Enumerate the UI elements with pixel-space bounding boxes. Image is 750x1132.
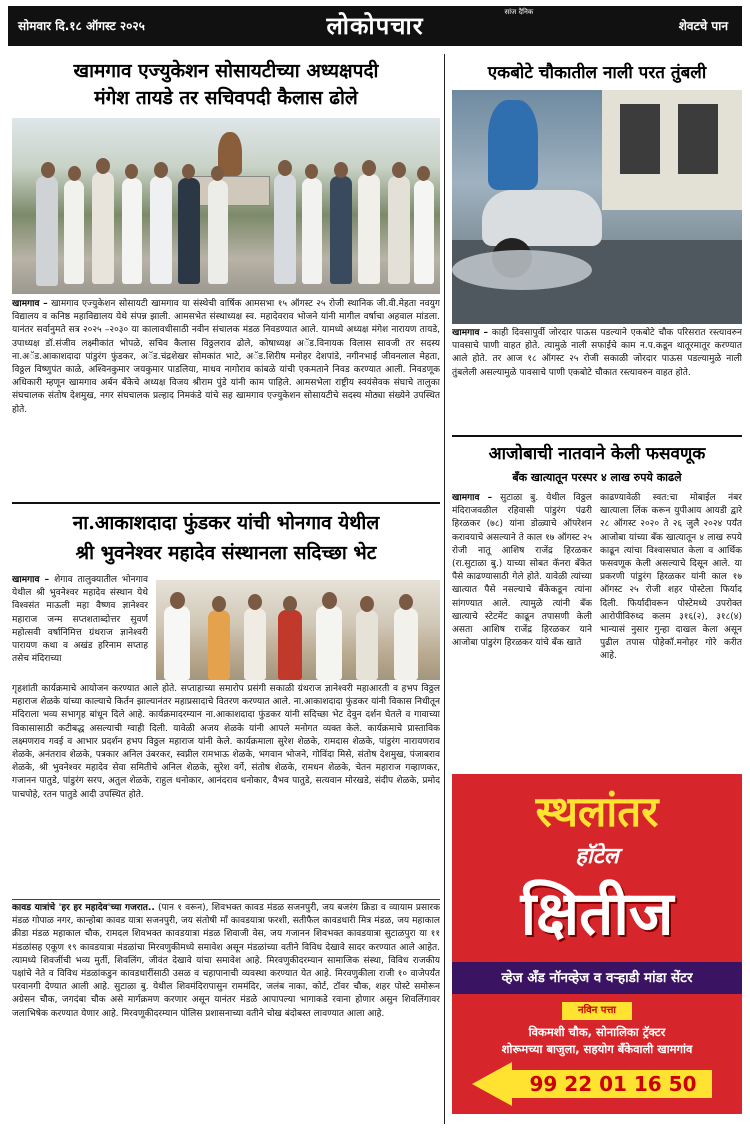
- person-head: [68, 166, 81, 181]
- person: [388, 176, 410, 284]
- person: [208, 610, 230, 680]
- ad-relocated-label: स्थलांतर: [535, 787, 659, 836]
- story2-body-wide: गृहशांती कार्यक्रमाचे आयोजन करण्यात आले होते. सप्ताहाच्या समारोप प्रसंगी सकाळी ग्रंथराज ज्ञानेश्वरी महाआरती व हभप विठ्ठल महाराज शेळके यांच्या काल्याचे किर्तन झाल्यानंतर महाप्रसादाचे वितरण करण्यात आले. ना.आकाशदादा फुंडकर यांनी विकास निधीतून मंदिराला भव्य सभागृह बांधून दिले आहे. कार्यक्रमादरम्यान ना.आकाशदादा फुंडकर यांनी सदिच्छा भेट देवुन दर्शन घेतले व गावाच्या विकासासाठी कटीबद्ध असल्याची ग्वाही दिली. यावेळी अजय शेळके यांनी आपले मनोगत व्यक्त केले. कार्यक्रमाचे प्रास्ताविक लक्ष्मणराव गवई व आभार प्रदर्शन हभप विठ्ठल महाराज यांनी केले. कार्यक्रमाला सुरेश शेळके, रामदास शेळके, पांडुरंग नारायणराव शेळके, अनंतराव शेळके, पत्रकार अनिल उंबरकर, स्वप्नील रामभाऊ शेळके, भगवान भोजने, गोविंदा मिसे, संतोष देशमुख, पंजाबराव शेळके, श्री भुवनेश्वर महादेव सेवा समितीचे अनिल शेळके, सुरेश वर्गे, संतोष शेळके, रामधन शेळके, चेतन महाराज गव्हाणकर, गजानन पातुडे, पांडुरंग सरप, अतुल शेळके, राहुल धनोकार, आनंदराव धनोकार, वैभव पातुडे, सत्यवान मोरखडे, संदीप शेळके, प्रमोद पाचपोहे, रतन पातुडे आदी उपस्थित होते.: [12, 684, 440, 800]
- person: [208, 180, 228, 284]
- person: [278, 610, 302, 680]
- person-head: [322, 592, 337, 609]
- issue-date: सोमवार दि.१८ ऑगस्ट २०२५: [18, 19, 145, 33]
- story1-photo: [12, 118, 440, 294]
- ad-address-line-2: शोरूमच्या बाजुला, सहयोग बँकेवाली खामगांव: [501, 1042, 693, 1056]
- story2-headline: [12, 508, 440, 568]
- story2-headline-line-2: श्री भुवनेश्वर महादेव संस्थानला सदिच्छा भेट: [75, 542, 377, 564]
- person-head: [125, 164, 138, 179]
- person: [394, 608, 418, 680]
- story2-photo: [156, 580, 440, 680]
- person-head: [182, 164, 195, 179]
- story1-headline-line-1: खामगाव एज्युकेशन सोसायटीच्या अध्यक्षपदी: [73, 60, 379, 82]
- person: [330, 176, 352, 284]
- person-head: [211, 166, 224, 181]
- story2-body-narrow-text: शेगाव तालुक्यातील भोनगाव येथील श्री भुवनेश्वर महादेव संस्थान येथे विश्वसंत माऊली महा वैष्णव ज्ञानेश्वर महाराज जन्म सप्तशताब्दोत्तर सुवर्ण महोत्सवी वर्षानिमित्त ग्रंथराज ज्ञानेश्वरी पारायण कथा व अखंड हरिनाम सप्ताह तसेच मंदिराच्या: [12, 575, 148, 665]
- person: [414, 180, 434, 284]
- hotel-advertisement: [452, 774, 742, 1114]
- person-head: [278, 160, 292, 176]
- rider-raincoat: [488, 100, 538, 190]
- scooter: [482, 190, 602, 246]
- paper-tagline: सांज दैनिक: [504, 8, 534, 16]
- story4-body-text: काही दिवसापुर्वी जोरदार पाऊस पडल्याने एकबोटे चौक परिसरात रस्त्यावरुन पावसाचे पाणी वाहत होते. त्यामुळे नाली सफाईचे काम न.प.कडून थातूरमातूर करण्यात आले होते. तर आज १८ ऑगस्ट २५ रोजी सकाळी जोरदार पाऊस पडल्यामुळे नाली तुंबलेली असल्यामुळे पावसाचे पाणी एकबोटे चौकात रस्त्यावरुन वाहत होते.: [452, 328, 742, 378]
- story2-dateline: खामगाव –: [12, 575, 50, 585]
- story5-dateline: खामगाव –: [452, 493, 493, 503]
- section-rule: [12, 502, 440, 504]
- story5-subhead: बँक खात्यातून परस्पर ४ लाख रुपये काढले: [512, 471, 682, 484]
- story3-body-text: (पान १ वरून), शिवभक्त कावड मंडळ सजनपुरी, जय बजरंग क्रिडा व व्यायाम प्रसारक मंडळ गोपाळ नगर, कान्होबा कावड यात्रा सजनपुरी, जय संतोषी माँ कावडयात्रा फरशी, सतीफैल कावडधारी मित्र मंडळ, जय महाकाल क्रीडा मंडळ महाकाल चौक, रामदल शिवभक्त कावडयात्रा मंडळ शिवाजी वेस, जय गजानन शिवभक्त कावडयात्रा सुटाळपुरा या ११ मंडळांसह एकूण १९ कावडयात्रा मंडळांचा मिरवणुकीमध्ये समावेश असून मंडळांच्या वतीने विविध देखावे सादर करण्यात आले आहेत. त्यामध्ये शिवजींची भव्य मुर्ती, शिवलिंग, जीवंत देखावे यांचा समावेश आहे. मिरवणुकीदरम्यान सामाजिक संस्था, विविध राजकीय पक्षांचे नेते व विविध मंडळांकडुन कावडधारींसाठी उसळ व चहापानाची व्यवस्था करण्यात येत आहे. मिरवणुकीला राजी १० वाजेपर्यंत परवानगी देण्यात आली आहे. सुटाळा बु. येथील शिवमंदिरापासुन राममंदिर, जलंब नाका, कोर्ट, टॉवर चौक, शहर पोस्टे समोरून अग्रेसन चौक, जगदंबा चौक असे मार्गक्रमण करणार असून यानंतर मंडळे आपापल्या भागाकडे रवाना होणार असुन शिवलिंगावर जलाभिषेक करण्यात येणार आहे. मिरवणूकीदरम्यान पोलिस प्रशासनाच्या वतीने चोख बंदोबस्त लावण्यात आला आहे.: [12, 903, 440, 1019]
- person-head: [41, 162, 55, 178]
- person-head: [360, 596, 374, 612]
- story4-photo: [452, 90, 742, 324]
- person: [92, 172, 114, 284]
- newspaper-logo: [326, 8, 534, 43]
- person-head: [399, 594, 413, 610]
- column-divider: [444, 54, 445, 1124]
- page-label: शेवटचे पान: [678, 19, 728, 33]
- water-splash: [452, 250, 592, 290]
- person: [122, 178, 142, 284]
- person: [64, 180, 84, 284]
- story5-headline: आजोबाची नातवाने केली फसवणूक: [488, 444, 706, 464]
- story1-body-text: खामगाव एज्युकेशन सोसायटी खामगाव या संस्थेची वार्षिक आमसभा १५ ऑगस्ट २५ रोजी स्थानिक जी.वी.मेहता नवयुग विद्यालय व कनिष्ठ महाविद्यालय येथे संपन्न झाली. आमसभेत संस्थाध्यक्ष स्व. महादेवराव भोजने यांनी मागील वर्षाचा अहवाल मांडला. यानंतर सर्वानुमते सत्र २०२५ –२०३० या कालावधीसाठी नवीन संचालक मंडळ निवडण्यात आले. यामध्ये अध्यक्ष मंगेश नारायण तायडे, उपाध्यक्ष डॉ.संजीव लक्ष्मीकांत भोपळे, सचिव कैलास विठ्ठलराव ढोले, कोषाध्यक्ष अॅड.विनायक विलास सावजी तर सदस्य ना.अॅड.आकाशदादा पांडुरंग फुंडकर, अॅड.चंद्रशेखर सोमकांत भाटे, अॅड.शिरीष मनोहर देशपांडे, नगीनभाई जीवनलाल मेहता, विठ्ठल विष्णुपंत काळे, अश्विनकुमार जयकुमार पाडलिया, माधव नागोराव कांबळे यांची एकमताने निवड करण्यात आली. निवडणूक अधिकारी म्हणून खामगाव अर्बन बँकेचे अध्यक्ष विजय श्रीराम पुंडे यांनी काम पाहिले. आमसभेला राष्ट्रीय स्वयंसेवक संघाचे तालुका संघचालक संतोष देशमुख, नगर संघचालक प्रल्हाद निमकंडे यांचे सह खामगाव एज्युकेशन सोसायटीचे सदस्य मोठ्या संख्येने उपस्थित होते.: [12, 299, 440, 415]
- person: [274, 174, 296, 284]
- person: [150, 176, 172, 284]
- story1-headline-line-2: मंगेश तायडे तर सचिवपदी कैलास ढोले: [94, 87, 358, 109]
- person-head: [283, 596, 297, 612]
- ad-hotel-label: हॉटेल: [575, 843, 619, 869]
- window-grille: [620, 104, 660, 174]
- story4-headline: एकबोटे चौकातील नाली परत तुंबली: [487, 63, 707, 83]
- person: [244, 608, 266, 680]
- section-rule: [452, 435, 742, 437]
- story5-col1-text: सुटाळा बु. येथील विठ्ठल मंदिराजवळील रहिवासी पांडुरंग पंढरी हिरळकर (७८) यांना डोळ्याचे ऑपरेशन करावयाचे असल्याने ते काल १७ ऑगस्ट २५ रोजी नातू आशिष राजेंद्र हिरळकर (रा.सुटाळा बु.) याच्या सोबत कॅनरा बँकेत पैसे काढण्यासाठी गेले होते. यावेळी त्यांच्या खात्यात पैसे नसल्याचे बँकेकडून त्यांना सांगण्यात आले. त्यामुळे त्यांनी बँक खात्याचे स्टेटमेंट काढून तपासणी केली असता आशिष राजेंद्र हिरळकर याने आजोबा पांडुरंग हिरळकर यांचे बँक खाते: [452, 493, 592, 649]
- masthead: [8, 6, 742, 46]
- person-head: [170, 592, 185, 609]
- person: [358, 174, 380, 284]
- ad-address: [460, 1024, 734, 1058]
- story1-body: [12, 298, 440, 498]
- story5-col1: [452, 492, 592, 770]
- paper-name: लोकोपचार: [326, 11, 424, 40]
- person: [316, 606, 342, 680]
- person: [302, 178, 322, 284]
- person-head: [305, 164, 318, 179]
- story4-dateline: खामगाव –: [452, 328, 489, 338]
- story4-body: [452, 327, 742, 431]
- person-head: [392, 162, 406, 178]
- person-head: [212, 596, 226, 612]
- story3-body: [12, 902, 440, 1116]
- story3-lead: कावड यात्रांचे 'हर हर महादेव'च्या गजरात..: [12, 903, 155, 913]
- memorial-plaque: [190, 176, 270, 206]
- person-head: [154, 162, 168, 178]
- person-head: [334, 162, 348, 178]
- story2-body-narrow: [12, 574, 148, 680]
- person: [356, 610, 378, 680]
- ad-address-line-1: विकमशी चौक, सोनालिका ट्रॅक्टर: [528, 1025, 666, 1039]
- ad-cuisine-band: व्हेज अँड नॉनव्हेज व वऱ्हाडी मांडा सेंटर: [452, 962, 742, 994]
- person-head: [362, 160, 376, 176]
- person-head: [96, 158, 110, 174]
- story1-headline: [12, 58, 440, 112]
- person: [36, 176, 58, 286]
- window-grille: [678, 104, 718, 174]
- person-head: [248, 594, 262, 610]
- story1-dateline: खामगाव –: [12, 299, 48, 309]
- section-rule: [12, 899, 440, 900]
- person: [164, 606, 190, 680]
- ad-new-address-badge: नविन पत्ता: [562, 1002, 632, 1020]
- ad-hotel-name: क्षितीज: [520, 879, 674, 949]
- story5-col2: काढण्यावेळी स्वत:चा मोबाईल नंबर खात्याला लिंक करून युपीआय आयडी द्वारे २८ ऑगस्ट २०२० ते २६ जुलै २०२४ पर्यंत आजोबा यांच्या बँक खात्यातून ४ लाख रुपये काढून त्यांचा विश्वासघात केला व आर्थिक फसवणूक केली असल्याचे दिसून आले. या प्रकरणी पांडुरंग हिरळकर यांनी काल १७ ऑगस्ट २५ रोजी शहर पोस्टेला फिर्याद दिली. फिर्यादीवरून पोस्टेमध्ये उपरोक्त आरोपीविरुध्द कलम ३१६(२), ३१८(४) भान्यासं नुसार गुन्हा दाखल केला असून पुढील तपास पोहेकॉ.मनोहर गोरे करीत आहे.: [600, 493, 742, 662]
- story2-headline-line-1: ना.आकाशदादा फुंडकर यांची भोनगाव येथील: [72, 512, 380, 534]
- person-head: [417, 166, 430, 181]
- ad-phone-number: 99 22 01 16 50: [529, 1072, 697, 1096]
- person: [178, 178, 200, 284]
